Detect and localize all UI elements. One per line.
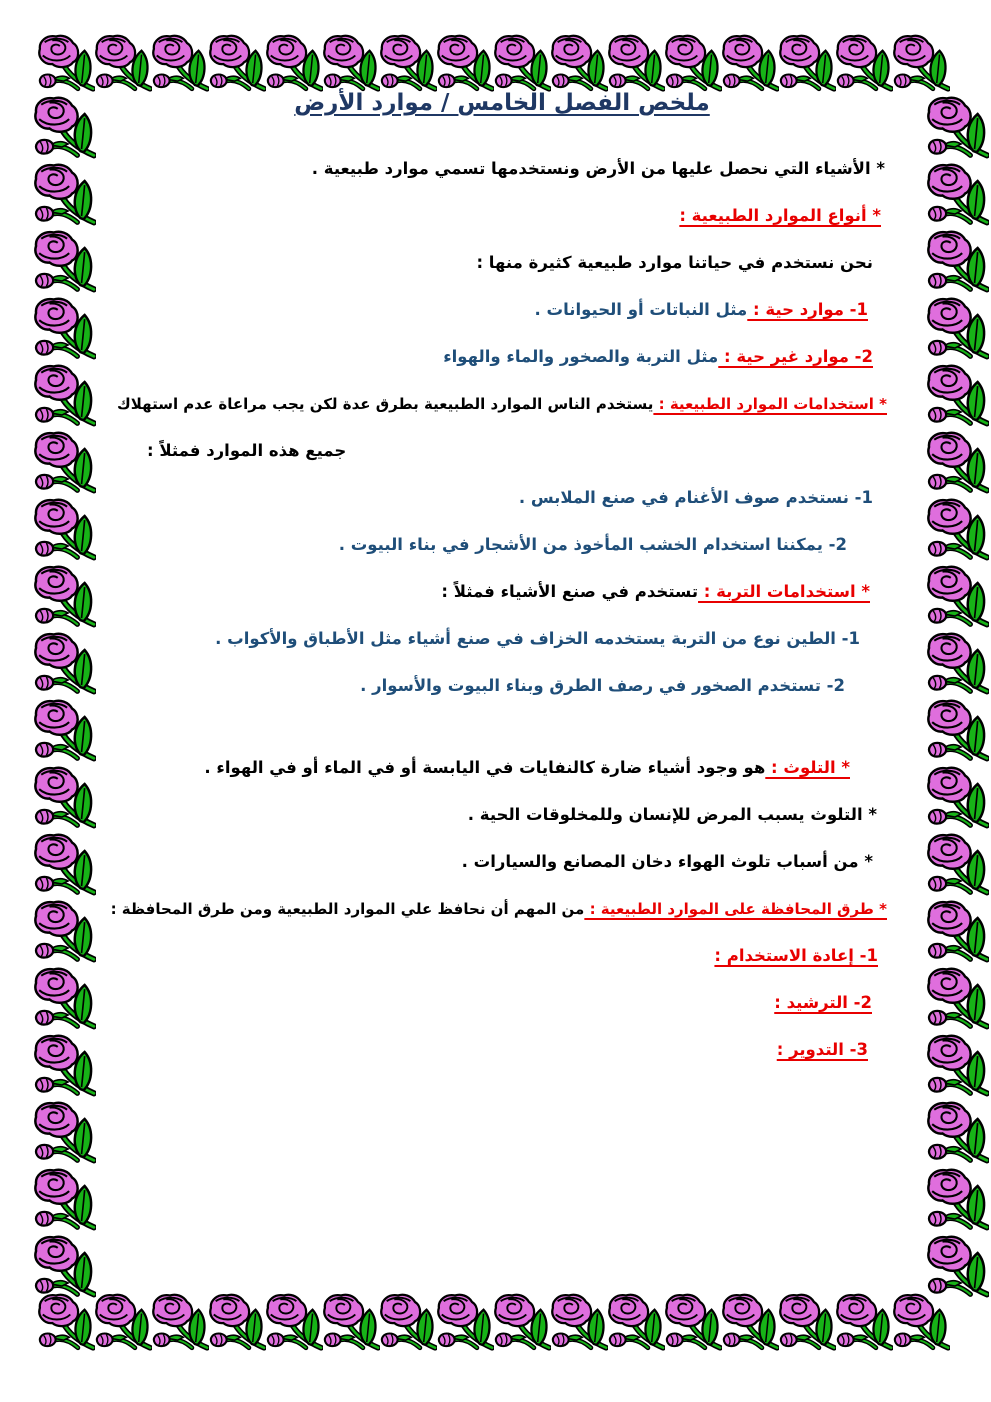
rose-icon	[927, 833, 989, 900]
rose-icon	[927, 364, 989, 431]
rose-icon	[927, 699, 989, 766]
text-line	[147, 438, 899, 464]
rose-icon	[927, 766, 989, 833]
rose-icon	[34, 230, 96, 297]
text-line	[105, 755, 850, 781]
rose-icon	[927, 230, 989, 297]
text-segment: هو وجود أشياء ضارة كالنفايات في اليابسة أو في الماء أو في الهواء .	[204, 758, 766, 777]
rose-icon	[494, 1293, 551, 1355]
text-segment: * استخدامات الموارد الطبيعية :	[653, 395, 887, 413]
rose-icon	[34, 431, 96, 498]
text-segment: مثل النباتات أو الحيوانات .	[534, 300, 748, 319]
rose-icon	[34, 96, 96, 163]
rose-icon	[209, 34, 266, 96]
text-segment: 1- إعادة الاستخدام :	[714, 946, 878, 965]
rose-icon	[152, 1293, 209, 1355]
rose-icon	[927, 1101, 989, 1168]
text-line	[105, 579, 870, 605]
rose-icon	[323, 1293, 380, 1355]
rose-icon	[380, 1293, 437, 1355]
text-segment: * استخدامات التربة :	[698, 582, 870, 601]
text-segment: * التلوث يسبب المرض للإنسان وللمخلوقات الحية .	[467, 805, 877, 824]
text-segment: 3- التدوير :	[776, 1040, 868, 1059]
text-line	[105, 532, 847, 558]
text-line	[105, 1037, 868, 1063]
rose-icon	[34, 967, 96, 1034]
page-title: ملخص الفصل الخامس / موارد الأرض	[294, 90, 710, 116]
text-segment: * أنواع الموارد الطبيعية :	[679, 206, 881, 225]
text-segment: 2- الترشيد :	[774, 993, 872, 1012]
text-segment: 1- نستخدم صوف الأغنام في صنع الملابس .	[518, 488, 873, 507]
flower-border-left	[34, 96, 96, 1302]
text-segment: * من أسباب تلوث الهواء دخان المصانع والسيارات .	[461, 852, 873, 871]
rose-icon	[38, 34, 95, 96]
rose-icon	[779, 1293, 836, 1355]
rose-icon	[608, 34, 665, 96]
rose-icon	[34, 1101, 96, 1168]
text-line	[105, 626, 860, 652]
text-line	[105, 297, 868, 323]
text-segment: يستخدم الناس الموارد الطبيعية بطرق عدة لكن يجب مراعاة عدم استهلاك	[117, 395, 654, 413]
text-line	[105, 849, 873, 875]
rose-icon	[927, 1034, 989, 1101]
text-segment: تستخدم في صنع الأشياء فمثلاً :	[441, 582, 699, 601]
rose-icon	[927, 96, 989, 163]
text-segment: 2- يمكننا استخدام الخشب المأخوذ من الأشجار في بناء البيوت .	[338, 535, 847, 554]
rose-icon	[266, 34, 323, 96]
rose-icon	[494, 34, 551, 96]
rose-icon	[152, 34, 209, 96]
flower-border-right	[927, 96, 989, 1302]
rose-icon	[927, 632, 989, 699]
flower-border-top	[38, 34, 950, 96]
rose-icon	[34, 699, 96, 766]
rose-icon	[34, 498, 96, 565]
rose-icon	[836, 1293, 893, 1355]
rose-icon	[38, 1293, 95, 1355]
text-line	[105, 896, 887, 922]
rose-icon	[927, 967, 989, 1034]
rose-icon	[927, 498, 989, 565]
rose-icon	[836, 34, 893, 96]
text-line	[105, 391, 887, 417]
rose-icon	[927, 1235, 989, 1302]
rose-icon	[95, 34, 152, 96]
rose-icon	[927, 565, 989, 632]
rose-icon	[323, 34, 380, 96]
rose-icon	[95, 1293, 152, 1355]
rose-icon	[34, 1235, 96, 1302]
rose-icon	[927, 297, 989, 364]
rose-icon	[34, 163, 96, 230]
text-segment: * التلوث :	[765, 758, 850, 777]
rose-icon	[34, 900, 96, 967]
text-segment: نحن نستخدم في حياتنا موارد طبيعية كثيرة منها :	[476, 253, 873, 272]
rose-icon	[927, 900, 989, 967]
rose-icon	[209, 1293, 266, 1355]
rose-icon	[34, 766, 96, 833]
rose-icon	[266, 1293, 323, 1355]
rose-icon	[665, 34, 722, 96]
rose-icon	[893, 1293, 950, 1355]
rose-icon	[722, 34, 779, 96]
rose-icon	[927, 1168, 989, 1235]
text-segment: من المهم أن نحافظ علي الموارد الطبيعية ومن طرق المحافظة :	[110, 900, 585, 918]
text-segment: * طرق المحافظة على الموارد الطبيعية :	[584, 900, 887, 918]
text-segment: 2- موارد غير حية :	[718, 347, 873, 366]
text-line	[105, 203, 881, 229]
rose-icon	[34, 1168, 96, 1235]
text-segment: مثل التربة والصخور والماء والهواء	[443, 347, 719, 366]
text-line	[105, 802, 877, 828]
rose-icon	[34, 565, 96, 632]
rose-icon	[34, 297, 96, 364]
text-segment: 1- الطين نوع من التربة يستخدمه الخزاف في صنع أشياء مثل الأطباق والأكواب .	[215, 629, 860, 648]
rose-icon	[34, 632, 96, 699]
content-lines	[105, 156, 899, 1063]
text-segment: 2- تستخدم الصخور في رصف الطرق وبناء البيوت والأسوار .	[360, 676, 845, 695]
text-segment: * الأشياء التي نحصل عليها من الأرض ونستخدمها تسمي موارد طبيعية .	[311, 159, 885, 178]
text-line	[105, 990, 872, 1016]
text-line	[105, 673, 845, 699]
rose-icon	[665, 1293, 722, 1355]
text-line	[105, 250, 873, 276]
text-line	[105, 485, 873, 511]
rose-icon	[722, 1293, 779, 1355]
rose-icon	[34, 364, 96, 431]
rose-icon	[551, 34, 608, 96]
rose-icon	[437, 1293, 494, 1355]
text-line	[105, 344, 873, 370]
rose-icon	[779, 34, 836, 96]
text-line	[105, 943, 878, 969]
text-segment: 1- موارد حية :	[747, 300, 868, 319]
rose-icon	[437, 34, 494, 96]
rose-icon	[893, 34, 950, 96]
rose-icon	[34, 833, 96, 900]
rose-icon	[608, 1293, 665, 1355]
rose-icon	[551, 1293, 608, 1355]
flower-border-bottom	[38, 1293, 950, 1355]
rose-icon	[927, 163, 989, 230]
text-line	[105, 156, 885, 182]
rose-icon	[380, 34, 437, 96]
document-content	[105, 90, 899, 1084]
text-segment: جميع هذه الموارد فمثلاً :	[147, 441, 347, 460]
rose-icon	[34, 1034, 96, 1101]
rose-icon	[927, 431, 989, 498]
